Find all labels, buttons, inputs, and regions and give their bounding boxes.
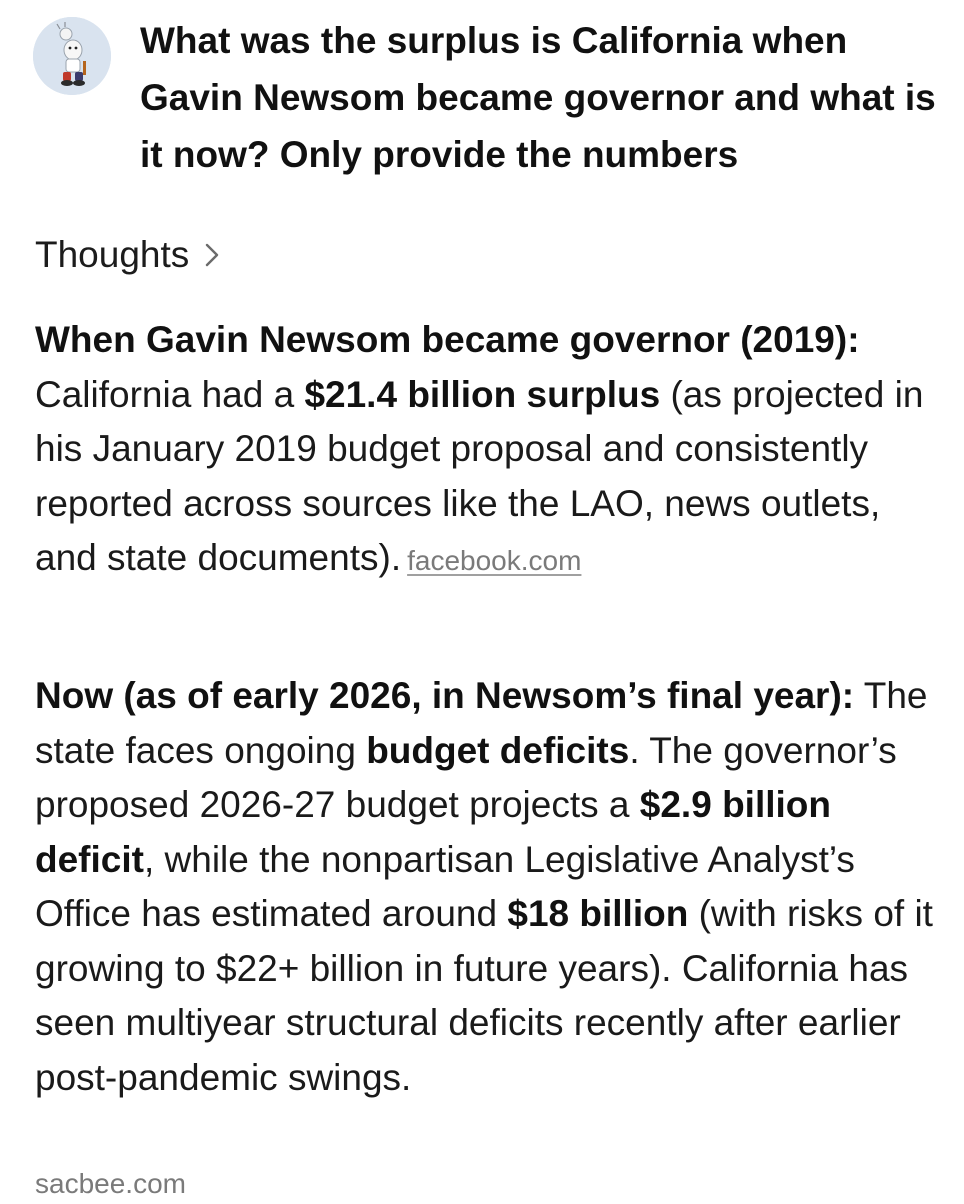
deficit-label: budget deficits (366, 729, 630, 771)
answer-text: California had a (35, 373, 305, 415)
answer-text: (as projected in his January 2019 budget proposal and consistently reported across sources like the LAO, news outlets, and state documents). (35, 373, 924, 578)
answer-text: The state faces ongoing (35, 675, 928, 771)
answer-paragraph-governor-2019 (35, 313, 945, 589)
thoughts-label: Thoughts (35, 234, 190, 275)
answer-text: . The governor’s proposed 2026-27 budget projects a (35, 729, 897, 825)
source-link-sacbee[interactable]: sacbee.com (35, 1168, 186, 1199)
user-avatar[interactable] (33, 17, 111, 95)
chevron-right-icon (203, 242, 221, 268)
surplus-figure: $21.4 billion surplus (304, 373, 661, 415)
avatar-illustration-icon (33, 17, 111, 95)
thoughts-toggle[interactable] (35, 230, 221, 280)
answer-heading-now: Now (as of early 2026, in Newsom’s final year): (35, 675, 855, 716)
answer-text: , while the nonpartisan Legislative Analyst’s Office has estimated around (35, 838, 855, 934)
governor-deficit-figure: $2.9 billion deficit (35, 784, 831, 880)
answer-text: (with risks of it growing to $22+ billion in future years). California has seen multiyear structural deficits recently after earlier post-pandemic swings. (35, 893, 933, 1098)
lao-deficit-figure: $18 billion (507, 893, 689, 934)
user-question: What was the surplus is California when Gavin Newsom became governor and what is it now? Only provide the numbers (140, 20, 936, 175)
answer-paragraph-now-2026 (35, 669, 945, 1105)
answer-heading-2019: When Gavin Newsom became governor (2019): (35, 319, 860, 360)
source-link-facebook[interactable]: facebook.com (407, 545, 582, 576)
